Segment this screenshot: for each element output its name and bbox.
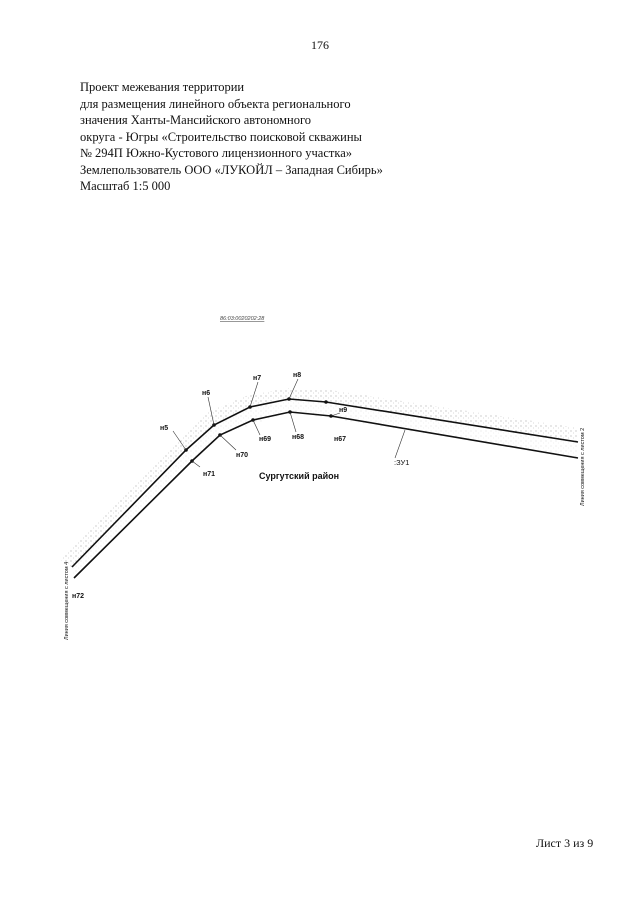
sheet-number: Лист 3 из 9 xyxy=(536,836,594,850)
cadastral-number: 86:03:0020202:28 xyxy=(220,316,265,322)
page-number: 176 xyxy=(311,38,329,52)
vertex-marker xyxy=(324,400,328,404)
scale-line: Масштаб 1:5 000 xyxy=(80,179,171,193)
vertex-label: н70 xyxy=(236,452,249,459)
match-line-right-label: Линия совмещения с листом 2 xyxy=(580,427,586,506)
header-line: значения Ханты-Мансийского автономного xyxy=(80,113,312,127)
vertex-label: н69 xyxy=(259,436,272,443)
vertex-label: н7 xyxy=(253,375,262,382)
vertex-label: н5 xyxy=(160,425,169,432)
header-line: Проект межевания территории xyxy=(80,80,245,94)
plot-label: :ЗУ1 xyxy=(394,458,410,467)
vertex-label: н71 xyxy=(203,471,216,478)
region-label: Сургутский район xyxy=(259,471,340,481)
vertex-label: н68 xyxy=(292,434,305,441)
vertex-label: н8 xyxy=(293,372,302,379)
vertex-label: н6 xyxy=(202,390,211,397)
header-line: для размещения линейного объекта регионального xyxy=(80,96,351,111)
vertex-label: н72 xyxy=(72,593,85,600)
header-line: округа - Югры «Строительство поисковой скважины xyxy=(80,129,362,144)
header-line: Землепользователь ООО «ЛУКОЙЛ – Западная Сибирь» xyxy=(80,162,383,177)
vertex-label: н9 xyxy=(339,407,348,414)
header-line: № 294П Южно-Кустового лицензионного участка» xyxy=(80,146,353,160)
match-line-left-label: Линия совмещения с листом 4 xyxy=(64,561,70,640)
vertex-label: н67 xyxy=(334,436,347,443)
